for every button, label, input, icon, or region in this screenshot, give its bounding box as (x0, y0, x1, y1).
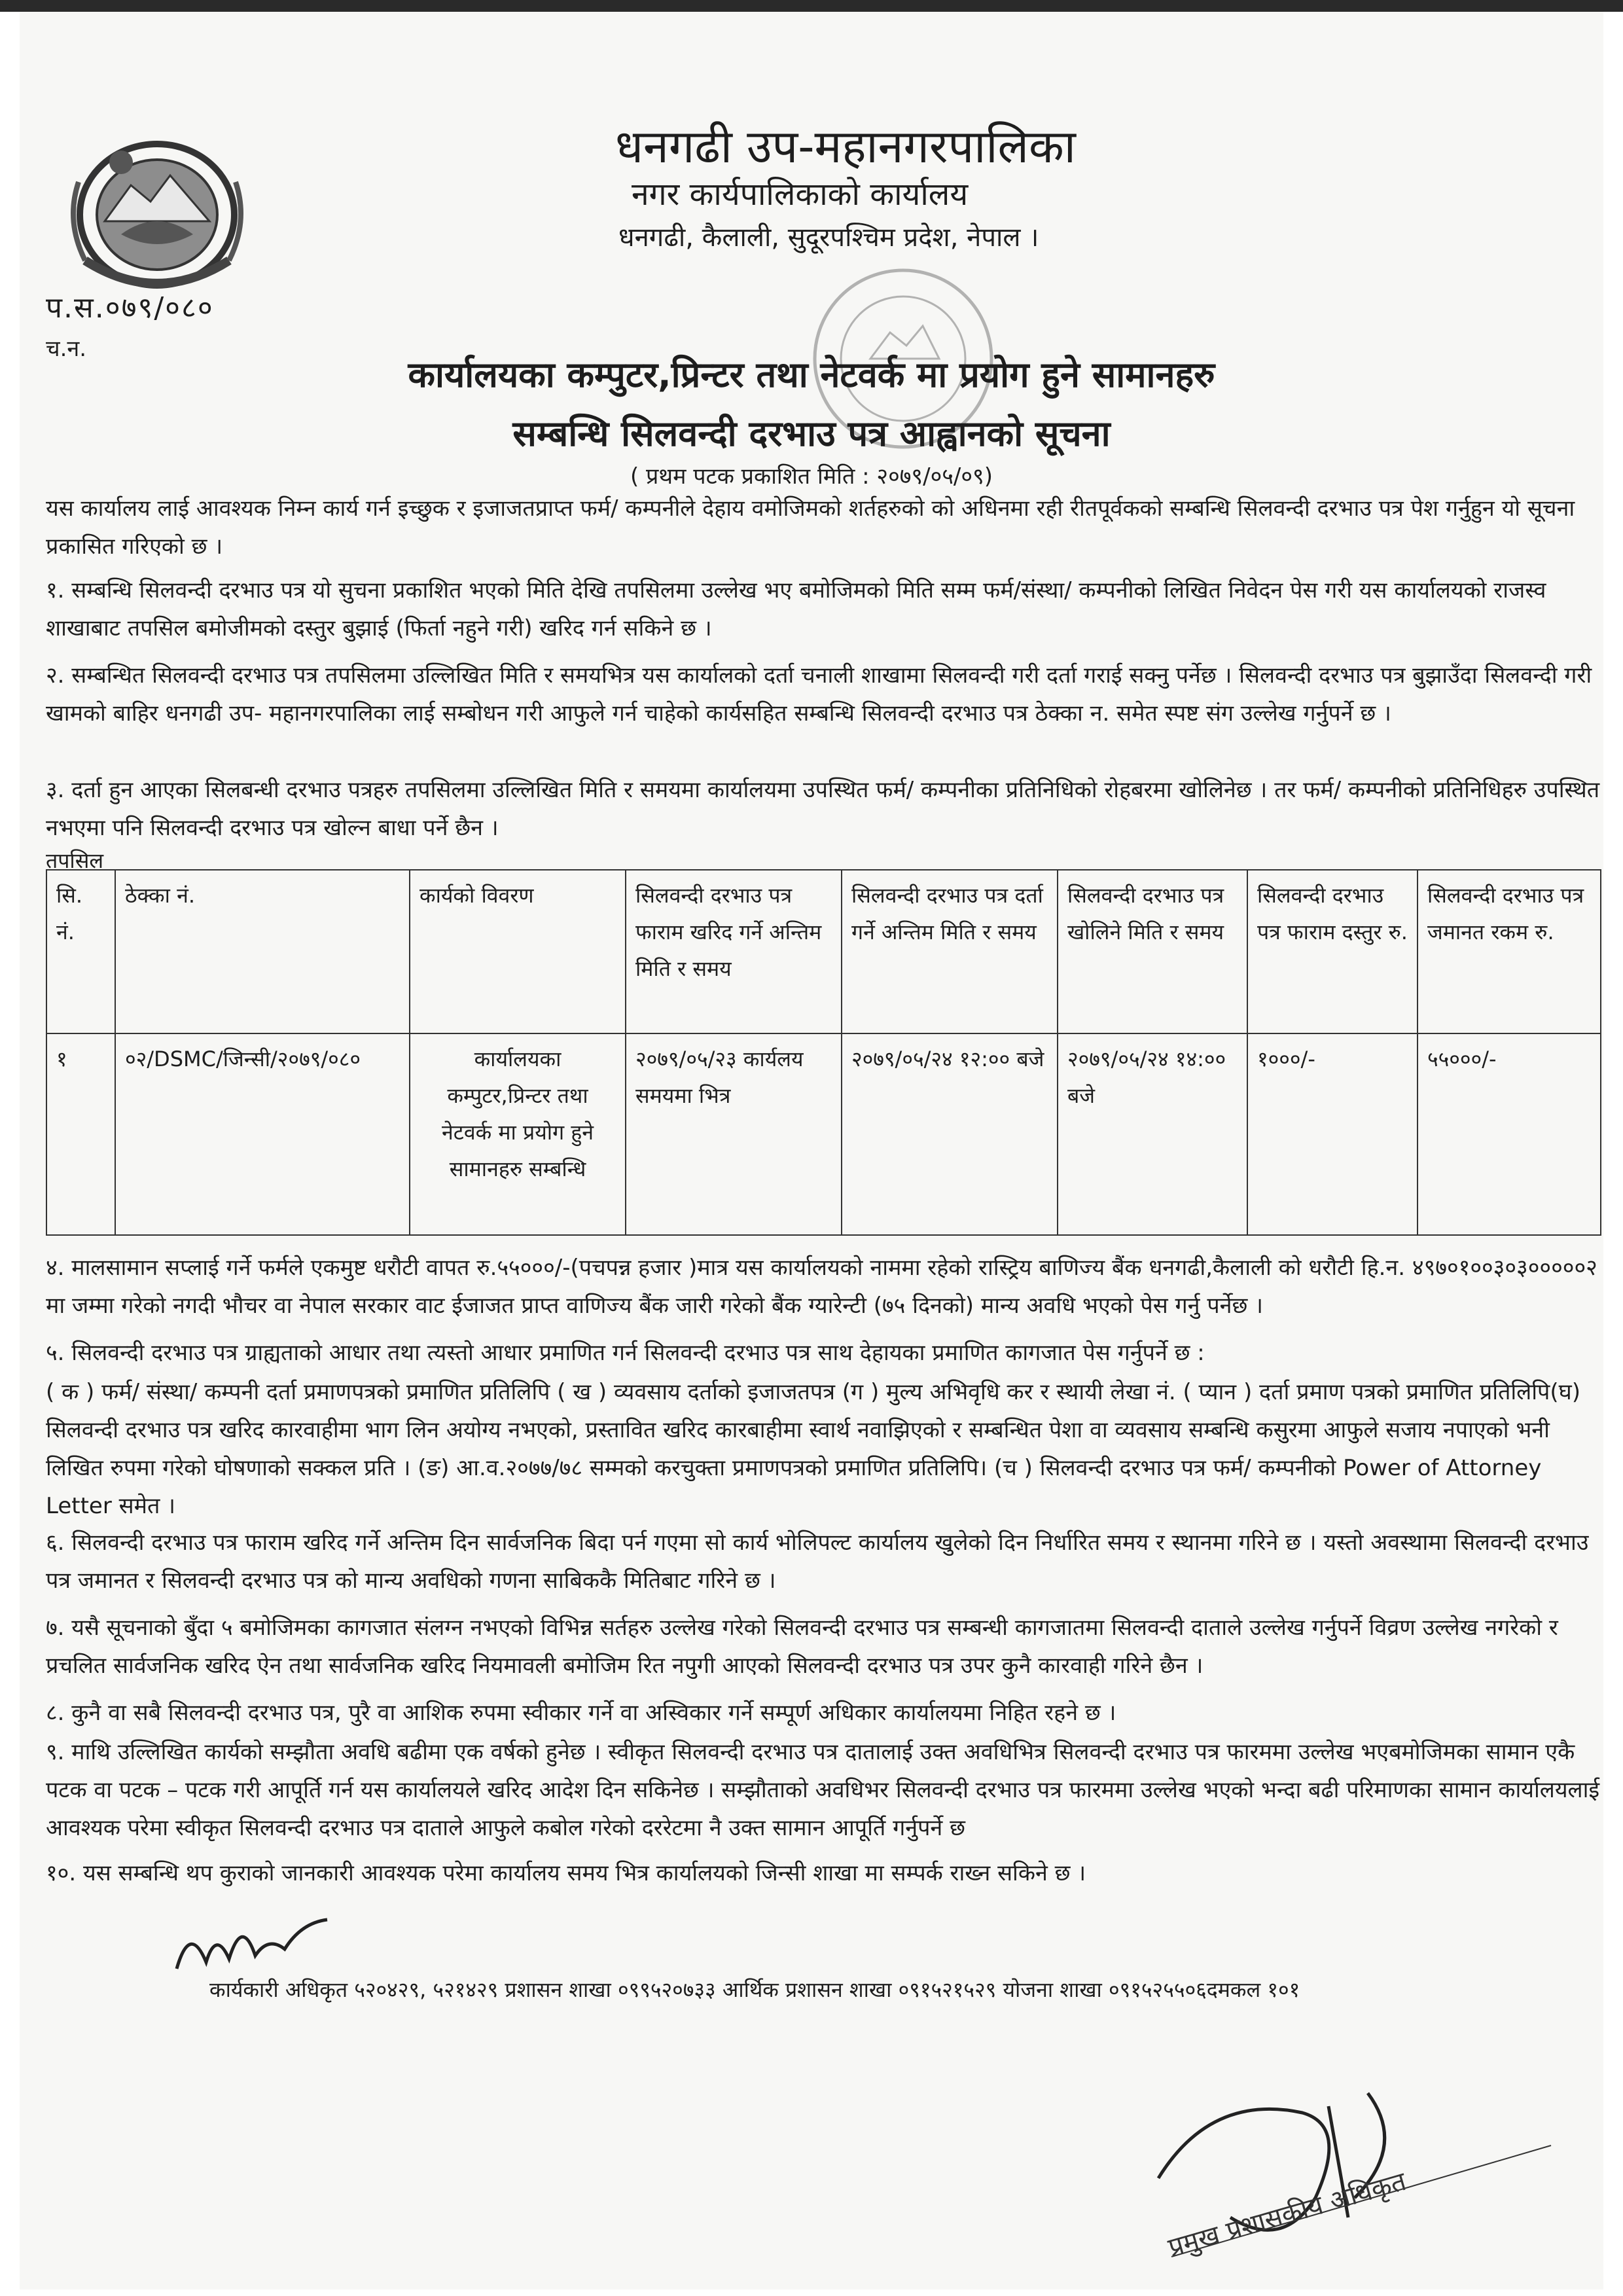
clause-2: २. सम्बन्धित सिलवन्दी दरभाउ पत्र तपसिलमा उल्लिखित मिति र समयभित्र यस कार्यालको दर्ता चनाली शाखामा सिलवन्दी गरी दर्ता गराई सक्नु पर्नेछ । सिलवन्दी दरभाउ पत्र बुझाउँदा सिलवन्दी गरी खामको बाहिर धनगढी उप- महानगरपालिका लाई सम्बोधन गरी आफुले गर्न चाहेको कार्यसहित सम्बन्धि सिलवन्दी दरभाउ पत्र ठेक्का न. समेत स्पष्ट संग उल्लेख गर्नुपर्ने छ । (46, 662, 1592, 726)
clause-3: ३. दर्ता हुन आएका सिलबन्धी दरभाउ पत्रहरु तपसिलमा उल्लिखित मिति र समयमा कार्यालयमा उपस्थित फर्म/ कम्पनीका प्रतिनिधिको रोहबरमा खोलिनेछ । तर फर्म/ कम्पनीको प्रतिनिधिहरु उपस्थित नभएमा पनि सिलवन्दी दरभाउ पत्र खोल्न बाधा पर्ने छैन । (46, 777, 1600, 841)
cell-serial: १ (46, 1033, 115, 1235)
cell-work-description: कार्यालयका कम्पुटर,प्रिन्टर तथा नेटवर्क मा प्रयोग हुने सामानहरु सम्बन्धि (410, 1033, 626, 1235)
chief-administrative-officer-signature-icon (1132, 2067, 1590, 2276)
clause-7: ७. यसै सूचनाको बुँदा ५ बमोजिमका कागजात संलग्न नभएको विभिन्न सर्तहरु उल्लेख गरेको सिलवन्दी दरभाउ पत्र सम्बन्धी कागजातमा सिलवन्दी दाताले उल्लेख गर्नुपर्ने विव्रण उल्लेख नगरेको र प्रचलित सार्वजनिक खरिद ऐन तथा सार्वजनिक खरिद नियमावली बमोजिम रित नपुगी आएको सिलवन्दी दरभाउ पत्र उपर कुनै कारवाही गरिने छैन । (46, 1615, 1558, 1679)
cell-submission-deadline: २०७९/०५/२४ १२:०० बजे (842, 1033, 1058, 1235)
clause-5: ५. सिलवन्दी दरभाउ पत्र ग्राह्यताको आधार तथा त्यस्तो आधार प्रमाणित गर्न सिलवन्दी दरभाउ पत्र साथ देहायका प्रमाणित कागजात पेस गर्नुपर्ने छ : (46, 1340, 1205, 1366)
contact-numbers: कार्यकारी अधिकृत ५२०४२९, ५२१४२९ प्रशासन शाखा ०९९५२०७३३ आर्थिक प्रशासन शाखा ०९१५२१५२९ योजना शाखा ०९१५२५५०६दमकल १०१ (209, 1977, 1300, 2002)
header-opening-date: सिलवन्दी दरभाउ पत्र खोलिने मिति र समय (1058, 870, 1247, 1033)
header-bid-security: सिलवन्दी दरभाउ पत्र जमानत रकम रु. (1418, 870, 1601, 1033)
cell-contract-no: ०२/DSMC/जिन्सी/२०७९/०८० (115, 1033, 410, 1235)
table-header-row (46, 870, 1601, 1033)
table-row (46, 1033, 1601, 1235)
notice-title-line2: सम्बन्धि सिलवन्दी दरभाउ पत्र आह्वानको सूचना (512, 413, 1111, 454)
clause-1: १. सम्बन्धि सिलवन्दी दरभाउ पत्र यो सुचना प्रकाशित भएको मिति देखि तपसिलमा उल्लेख भए बमोजिमको मिति सम्म फर्म/संस्था/ कम्पनीको लिखित निवेदन पेस गरी यस कार्यालयको राजस्व शाखाबाट तपसिल बमोजीमको दस्तुर बुझाई (फिर्ता नहुने गरी) खरिद गर्न सकिने छ । (46, 577, 1546, 641)
bid-schedule-table (46, 869, 1601, 1236)
office-title: धनगढी उप-महानगरपालिका (615, 120, 1076, 173)
dispatch-number: च.न. (46, 336, 87, 362)
table-caption: तपसिल (46, 848, 104, 873)
cell-form-purchase-deadline: २०७९/०५/२३ कार्यलय समयमा भित्र (626, 1033, 842, 1235)
first-published-date: ( प्रथम पटक प्रकाशित मिति : २०७९/०५/०९) (630, 463, 993, 490)
cell-form-fee: १०००/- (1247, 1033, 1418, 1235)
office-address: धनगढी, कैलाली, सुदूरपश्चिम प्रदेश, नेपाल । (618, 223, 1039, 253)
notice-page (20, 12, 1603, 2289)
notice-title-line1: कार्यालयका कम्पुटर,प्रिन्टर तथा नेटवर्क मा प्रयोग हुने सामानहरु (408, 354, 1215, 395)
header-contract-no: ठेक्का नं. (115, 870, 410, 1033)
header-serial: सि. नं. (46, 870, 115, 1033)
clause-9: ९. माथि उल्लिखित कार्यको सम्झौता अवधि बढीमा एक वर्षको हुनेछ । स्वीकृत सिलवन्दी दरभाउ पत्र दातालाई उक्त अवधिभित्र सिलवन्दी दरभाउ पत्र फारममा उल्लेख भएबमोजिमका सामान एकै पटक वा पटक – पटक गरी आपूर्ति गर्न यस कार्यालयले खरिद आदेश दिन सकिनेछ । सम्झौताको अवधिभर सिलवन्दी दरभाउ पत्र फारममा उल्लेख भएको भन्दा बढी परिमाणका सामान कार्यालयलाई आवश्यक परेमा स्वीकृत सिलवन्दी दरभाउ पत्र दाताले आफुले कबोल गरेको दररेटमा नै उक्त सामान आपूर्ति गर्नुपर्ने छ (46, 1739, 1600, 1841)
reference-number: प.स.०७९/०८० (46, 291, 214, 325)
header-work-description: कार्यको विवरण (410, 870, 626, 1033)
clause-4: ४. मालसामान सप्लाई गर्ने फर्मले एकमुष्ट धरौटी वापत रु.५५०००/-(पचपन्न हजार )मात्र यस कार्यालयको नाममा रहेको रास्ट्रिय बाणिज्य बैंक धनगढी,कैलाली को धरौटी हि.न. ४९७०१००३०३०००००२ मा जम्मा गरेको नगदी भौचर वा नेपाल सरकार वाट ईजाजत प्राप्त वाणिज्य बैंक जारी गरेको बैंक ग्यारेन्टी (७५ दिनको) मान्य अवधि भएको पेस गर्नु पर्नेछ । (46, 1255, 1597, 1319)
header-submission-deadline: सिलवन्दी दरभाउ पत्र दर्ता गर्ने अन्तिम मिति र समय (842, 870, 1058, 1033)
clause-8: ८. कुनै वा सबै सिलवन्दी दरभाउ पत्र, पुरै वा आशिक रुपमा स्वीकार गर्ने वा अस्विकार गर्ने सम्पूर्ण अधिकार कार्यालयमा निहित रहने छ । (46, 1700, 1116, 1726)
nepal-emblem-icon (59, 123, 255, 300)
clause-5-documents: ( क ) फर्म/ संस्था/ कम्पनी दर्ता प्रमाणपत्रको प्रमाणित प्रतिलिपि ( ख ) व्यवसाय दर्ताको इजाजतपत्र (ग ) मुल्य अभिवृधि कर र स्थायी लेखा नं. ( प्यान ) दर्ता प्रमाण पत्रको प्रमाणित प्रतिलिपि(घ) सिलवन्दी दरभाउ पत्र खरिद कारवाहीमा भाग लिन अयोग्य नभएको, प्रस्तावित खरिद कारबाहीमा स्वार्थ नवाझिएको र सम्बन्धित पेशा वा व्यवसाय सम्बन्धि कसुरमा आफुले सजाय नपाएको भनी लिखित रुपमा गरेको घोषणाको सक्कल प्रति । (ङ) आ.व.२०७७/७८ सम्मको करचुक्ता प्रमाणपत्रको प्रमाणित प्रतिलिपि। (च ) सिलवन्दी दरभाउ पत्र फर्म/ कम्पनीको Power of Attorney Letter समेत । (46, 1379, 1580, 1519)
cell-opening-date: २०७९/०५/२४ १४:०० बजे (1058, 1033, 1247, 1235)
header-form-fee: सिलवन्दी दरभाउ पत्र फाराम दस्तुर रु. (1247, 870, 1418, 1033)
clause-10: १०. यस सम्बन्धि थप कुराको जानकारी आवश्यक परेमा कार्यालय समय भित्र कार्यालयको जिन्सी शाखा मा सम्पर्क राख्न सकिने छ । (46, 1860, 1086, 1886)
clause-6: ६. सिलवन्दी दरभाउ पत्र फाराम खरिद गर्ने अन्तिम दिन सार्वजनिक बिदा पर्न गएमा सो कार्य भोलिपल्ट कार्यालय खुलेको दिन निर्धारित समय र स्थानमा गरिने छ । यस्तो अवस्थामा सिलवन्दी दरभाउ पत्र जमानत र सिलवन्दी दरभाउ पत्र को मान्य अवधिको गणना साबिककै मितिबाट गरिने छ । (46, 1530, 1589, 1594)
intro-paragraph: यस कार्यालय लाई आवश्यक निम्न कार्य गर्न इच्छुक र इजाजतप्राप्त फर्म/ कम्पनीले देहाय वमोजिमको शर्तहरुको को अधिनमा रही रीतपूर्वकको सम्बन्धि सिलवन्दी दरभाउ पत्र पेश गर्नुहुन यो सूचना प्रकासित गरिएको छ । (46, 495, 1575, 560)
cell-bid-security: ५५०००/- (1418, 1033, 1601, 1235)
scan-edge (0, 0, 1623, 12)
header-form-purchase-deadline: सिलवन्दी दरभाउ पत्र फाराम खरिद गर्ने अन्तिम मिति र समय (626, 870, 842, 1033)
signatory-title: प्रमुख प्रशासकीय अधिकृत (1165, 2166, 1410, 2263)
office-subtitle: नगर कार्यपालिकाको कार्यालय (632, 176, 969, 213)
